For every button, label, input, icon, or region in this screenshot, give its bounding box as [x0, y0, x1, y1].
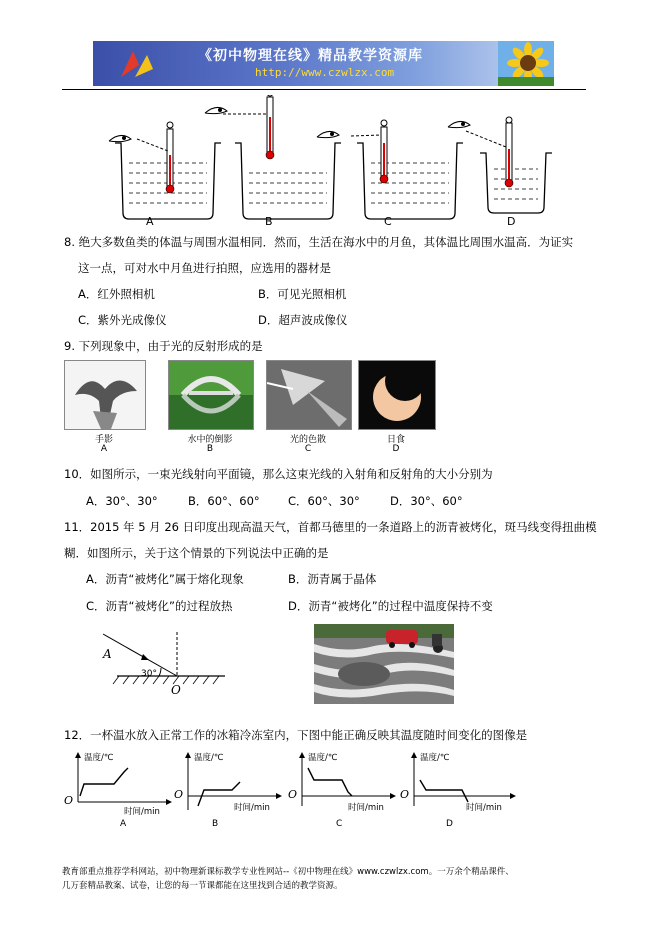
mirror-point-label: O — [171, 683, 181, 697]
mirror-angle-label: 30° — [141, 669, 157, 679]
q9-letter-a: A — [100, 444, 108, 454]
q8-option-c: C．紫外光成像仪 — [78, 313, 167, 327]
q8-option-d: D．超声波成像仪 — [258, 313, 348, 327]
graph-d-letter: D — [446, 819, 453, 829]
q10-stem: 10．如图所示，一束光线射向平面镜，那么这束光线的入射角和反射角的大小分别为 — [64, 467, 493, 481]
beaker-label-a: A — [146, 215, 154, 228]
caption-reflection: 水中的倒影 — [187, 435, 233, 445]
footer-line1: 教育部重点推荐学科网站，初中物理新课标教学专业性网站--《初中物理在线》www.czwlzx.com。一万余个精品课件、 — [62, 867, 514, 877]
graph-c-origin: O — [288, 788, 298, 801]
eclipse-photo — [358, 360, 436, 430]
q8-stem-line1: 8. 绝大多数鱼类的体温与周围水温相同．然而，生活在海水中的月鱼，其体温比周围水温高．为证实 — [64, 235, 574, 249]
graph-a-origin: O — [64, 794, 74, 807]
reflection-photo — [168, 360, 254, 430]
graph-d — [398, 750, 518, 830]
caption-eclipse: 日食 — [386, 435, 405, 445]
hand-shadow-photo — [64, 360, 146, 430]
beaker-a — [109, 122, 221, 219]
q11-stem-line1: 11．2015 年 5 月 26 日印度出现高温天气，首都马德里的一条道路上的沥青被烤化，斑马线变得扭曲模 — [64, 520, 597, 534]
graph-b-letter: B — [212, 819, 219, 829]
footer-line2: 几万套精品教案、试卷，让您的每一节课都能在这里找到合适的教学资源。 — [62, 881, 343, 891]
banner-url: http://www.czwlzx.com — [255, 66, 395, 79]
caption-hand-shadow: 手影 — [94, 435, 113, 445]
graph-a-letter: A — [120, 819, 127, 829]
melted-asphalt-photo — [314, 624, 454, 704]
q9-letter-c: C — [304, 444, 312, 454]
beaker-b — [205, 95, 341, 219]
q8-option-b: B．可见光照相机 — [258, 287, 347, 301]
graph-b-x-label: 时间/min — [234, 803, 270, 813]
q11-stem-line2: 糊．如图所示，关于这个情景的下列说法中正确的是 — [64, 546, 329, 560]
q9-letter-d: D — [392, 444, 400, 454]
graph-a — [62, 750, 172, 830]
graph-a-x-label: 时间/min — [124, 807, 160, 817]
caption-dispersion: 光的色散 — [289, 435, 326, 445]
graph-c — [286, 750, 396, 830]
q9-letter-b: B — [206, 444, 214, 454]
graph-b-origin: O — [174, 788, 184, 801]
q11-option-d: D．沥青“被烤化”的过程中温度保持不变 — [288, 599, 493, 613]
graph-c-x-label: 时间/min — [348, 803, 384, 813]
graph-a-y-label: 温度/℃ — [84, 753, 114, 763]
beaker-c — [317, 120, 463, 219]
banner-title: 《初中物理在线》精品教学资源库 — [198, 48, 423, 64]
logo-icon — [113, 47, 163, 81]
beaker-label-d: D — [507, 215, 516, 228]
q8-stem-line2: 这一点，可对水中月鱼进行拍照，应选用的器材是 — [78, 261, 331, 275]
q11-option-b: B．沥青属于晶体 — [288, 572, 377, 586]
q12-stem: 12．一杯温水放入正常工作的冰箱冷冻室内，下图中能正确反映其温度随时间变化的图像是 — [64, 728, 528, 742]
thermometer-reading-figure — [75, 95, 565, 230]
mirror-ray-diagram — [95, 628, 235, 698]
q10-option-d: D．30°、60° — [390, 494, 463, 508]
graph-d-x-label: 时间/min — [466, 803, 502, 813]
header-banner — [93, 41, 554, 86]
dispersion-photo — [266, 360, 352, 430]
graph-b-y-label: 温度/℃ — [194, 753, 224, 763]
beaker-d — [448, 117, 552, 213]
header-rule — [62, 89, 586, 90]
beaker-label-b: B — [265, 215, 273, 228]
beaker-label-c: C — [384, 215, 392, 228]
page-footer — [62, 865, 602, 893]
q8-option-a: A．红外照相机 — [78, 287, 155, 301]
q10-option-c: C．60°、30° — [288, 494, 360, 508]
q11-option-c: C．沥青“被烤化”的过程放热 — [86, 599, 233, 613]
mirror-ray-label: A — [103, 647, 112, 661]
graph-d-origin: O — [400, 788, 410, 801]
q11-option-a: A．沥青“被烤化”属于熔化现象 — [86, 572, 244, 586]
q9-stem: 9. 下列现象中，由于光的反射形成的是 — [64, 339, 263, 353]
sunflower-icon — [498, 41, 554, 86]
graph-d-y-label: 温度/℃ — [420, 753, 450, 763]
graph-c-y-label: 温度/℃ — [308, 753, 338, 763]
graph-c-letter: C — [336, 819, 343, 829]
graph-b — [172, 750, 282, 830]
q10-option-a: A．30°、30° — [86, 494, 158, 508]
q10-option-b: B．60°、60° — [188, 494, 260, 508]
